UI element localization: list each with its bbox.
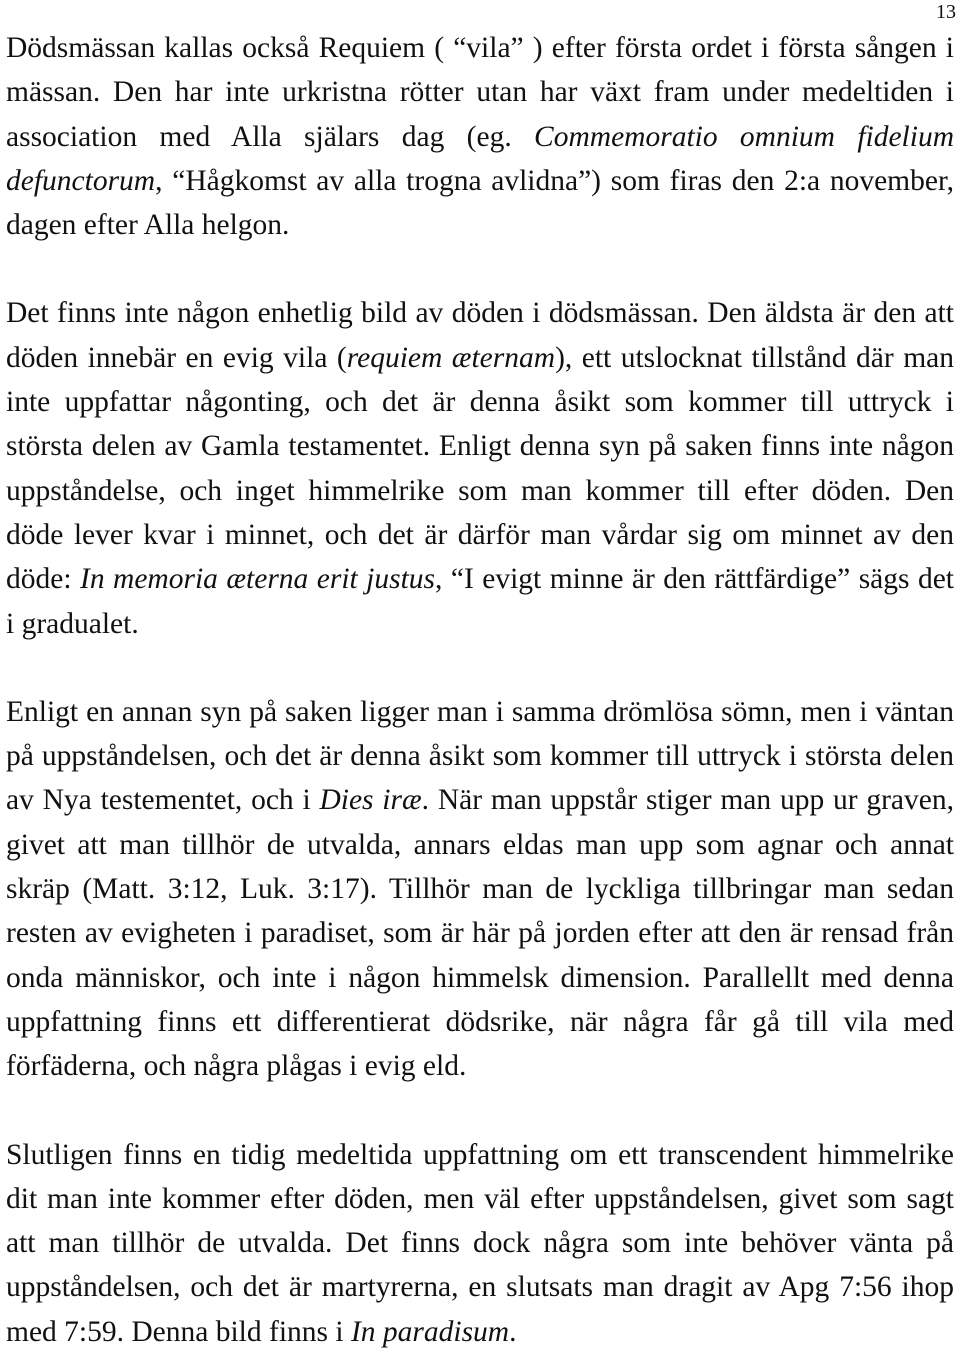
paragraph	[6, 291, 954, 645]
text-run: Dödsmässan kallas också Requiem ( “vila” ) efter första ordet i första sången i mässan. Den har inte urkristna rötter utan har växt fram under medeltiden i association med Alla själars dag (eg.	[6, 32, 954, 153]
text-run: .	[509, 1315, 517, 1348]
text-run: Det finns inte någon enhetlig bild av döden i dödsmässan. Den äldsta är den att döden innebär en evig vila (	[6, 297, 954, 374]
text-run: ), ett utslocknat tillstånd där man inte uppfattar någonting, och det är denna åsikt som kommer till uttryck i största delen av Gamla testamentet. Enligt denna syn på saken finns inte någon uppståndelse, och inget himmelrike som man kommer till efter döden. Den döde lever kvar i minnet, och det är därför man vårdar sig om minnet av den döde:	[6, 341, 954, 596]
text-run: , “Hågkomst av alla trogna avlidna”) som firas den 2:a november, dagen efter Alla helgon.	[6, 164, 954, 242]
paragraph	[6, 26, 954, 247]
paragraph	[6, 690, 954, 1089]
italic-text-run: In memoria æterna erit justus	[80, 563, 436, 596]
italic-text-run: Commemoratio omnium fidelium defunctorum	[6, 120, 955, 197]
paragraph	[6, 1133, 954, 1354]
text-run: Enligt en annan syn på saken ligger man i samma drömlösa sömn, men i väntan på uppståndelsen, och det är denna åsikt som kommer till uttryck i största delen av Nya testementet, och i	[6, 695, 954, 817]
italic-text-run: In paradisum	[350, 1315, 510, 1348]
italic-text-run: requiem æternam	[346, 341, 556, 374]
document-body	[6, 26, 954, 1354]
page-number: 13	[936, 1, 956, 23]
text-run: Slutligen finns en tidig medeltida uppfattning om ett transcendent himmelrike dit man inte kommer efter döden, men väl efter uppståndelsen, givet som sagt att man tillhör de utvalda. Det finns dock några som inte behöver vänta på uppståndelsen, och det är martyrerna, en slutsats man dragit av Apg 7:56 ihop med 7:59. Denna bild finns i	[6, 1138, 954, 1348]
text-run: , “I evigt minne är den rättfärdige” sägs det i gradualet.	[6, 563, 954, 640]
text-run: . När man uppstår stiger man upp ur graven, givet att man tillhör de utvalda, annars eldas man upp som agnar och annat skräp (Matt. 3:12, Luk. 3:17). Tillhör man de lyckliga tillbringar man sedan resten av evigheten i paradiset, som är här på jorden efter att den är rensad från onda människor, och inte i någon himmelsk dimension. Parallellt med denna uppfattning finns ett differentierat dödsrike, när några får gå till vila med förfäderna, och några plågas i evig eld.	[6, 784, 954, 1083]
italic-text-run: Dies iræ	[319, 784, 422, 817]
